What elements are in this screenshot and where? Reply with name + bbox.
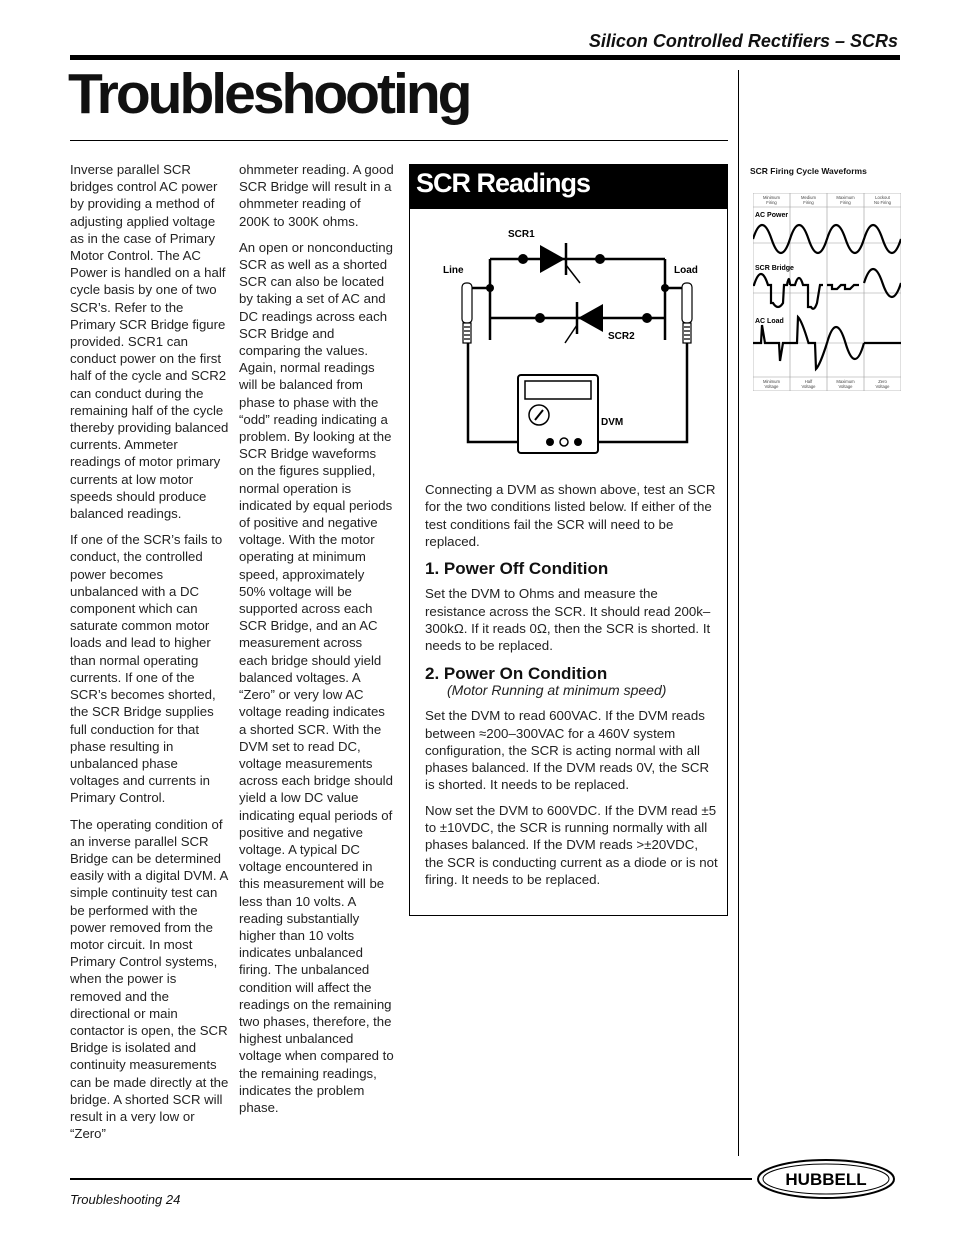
waveform-title: SCR Firing Cycle Waveforms <box>750 166 867 176</box>
scr1-label: SCR1 <box>508 229 535 240</box>
header-section-title: Silicon Controlled Rectifiers – SCRs <box>588 31 898 51</box>
waveform-top-label: Medium <box>801 195 816 200</box>
waveform-bottom-label: Maximum <box>836 379 855 384</box>
section-heading-power-on: 2. Power On Condition <box>425 663 608 683</box>
waveform-bottom-label: Half <box>804 379 813 384</box>
line-label: Line <box>443 265 464 276</box>
waveform-top-label: Firing <box>840 200 851 205</box>
section-subheading-power-on: (Motor Running at minimum speed) <box>447 681 667 698</box>
waveform-bottom-label: Zero <box>878 379 887 384</box>
body-column-1 <box>70 161 230 1151</box>
scr-readings-panel <box>409 164 728 916</box>
dvm-circuit-diagram <box>410 215 727 455</box>
section-heading-power-off: 1. Power Off Condition <box>425 559 609 579</box>
logo-text: HUBBELL <box>785 1170 867 1189</box>
load-probe <box>682 283 692 343</box>
column-divider <box>738 70 739 1156</box>
dvm-meter <box>518 375 598 453</box>
page-title: Troubleshooting <box>68 62 470 126</box>
scr-waveform-grid <box>753 193 901 391</box>
waveform-top-label: Firing <box>766 200 777 205</box>
section-text-power-on: Set the DVM to read 600VAC. If the DVM reads between ≈200–300VAC for a 460V system configuration, the SCR is acting normal with all phases balanced. If the DVM reads 0V, the SCR is shorted. It needs to be replaced. <box>425 708 710 793</box>
waveform-row-label: AC Power <box>755 212 789 219</box>
waveform-row-label: AC Load <box>755 318 784 325</box>
waveform-top-label: Lockout <box>875 195 890 200</box>
waveform-top-label: Minimum <box>763 195 780 200</box>
paragraph: An open or nonconducting SCR as well as a shorted SCR can also be located by taking a set of AC and DC readings across each SCR Bridge and comparing the values. Again, normal readings will be balanced from phase to phase with the “odd” reading indicating a problem. By looking at the SCR Bridge waveforms on the figures supplied, normal operation is indicated by equal periods of positive and negative voltage. With the motor operating at minimum speed, approximately 50% voltage will be supported across each SCR Bridge, and an AC measurement across each bridge should yield balanced voltages. A “Zero” or very low AC voltage reading indicates a shorted SCR. With the DVM set to read DC, voltage measurements across each bridge should yield a low DC value indicating equal periods of positive and negative voltage. A typical DC voltage encountered in this measurement will be less than 10 volts. A reading substantially higher than 10 volts indicates unbalanced firing. The unbalanced condition will affect the readings on the remaining two phases, therefore, the highest unbalanced voltage when compared to the remaining readings, indicates the problem phase. <box>239 239 394 1115</box>
paragraph: Inverse parallel SCR bridges control AC power by providing a method of adjusting applied voltage as in the case of Primary Motor Control. The AC Power is handled on a half cycle basis by one of two SCR’s. Refer to the Primary SCR Bridge figure provided. SCR1 can conduct power on the first half of the cycle and SCR2 can conduct during the remaining half of the cycle thereby providing balanced currents. Ammeter readings of motor primary currents at low motor speeds should produce balanced readings. <box>70 162 229 522</box>
top-rule <box>70 55 900 60</box>
paragraph: If one of the SCR’s fails to conduct, the controlled power becomes unbalanced with a DC component which can saturate common motor loads and lead to higher than normal operating currents. If one of the SCR’s becomes shorted, the SCR Bridge supplies full conduction for that phase resulting in unbalanced phase voltages and currents in Primary Control. <box>70 532 223 806</box>
scr1-symbol <box>540 243 580 283</box>
waveform-top-label: No Firing <box>874 200 891 205</box>
waveform-top-label: Maximum <box>836 195 855 200</box>
waveform-bottom-label: Voltage <box>764 384 779 389</box>
waveform-bottom-label: Voltage <box>801 384 816 389</box>
title-rule <box>70 140 728 141</box>
hubbell-logo <box>752 1158 900 1200</box>
line-probe <box>462 283 472 343</box>
body-column-2 <box>239 161 394 1125</box>
load-label: Load <box>674 265 698 276</box>
waveform-row-label: SCR Bridge <box>755 265 794 272</box>
panel-title: SCR Readings <box>410 165 727 209</box>
panel-intro: Connecting a DVM as shown above, test an SCR for the two conditions listed below. If either of the test conditions fail the SCR will need to be replaced. <box>425 482 716 549</box>
page-footer: Troubleshooting 24 <box>70 1192 181 1207</box>
dvm-label: DVM <box>601 417 624 428</box>
paragraph: The operating condition of an inverse parallel SCR Bridge can be determined easily with a digital DVM. A simple continuity test can be performed with the power removed from the motor circuit. In most Primary Control systems, when the power is removed and the directional or main contactor is open, the SCR Bridge is isolated and continuity measurements can be made directly at the bridge. A shorted SCR will result in a very low or “Zero” <box>70 816 229 1142</box>
waveform-bottom-label: Voltage <box>838 384 853 389</box>
waveform-bottom-label: Minimum <box>763 379 780 384</box>
waveform-top-label: Firing <box>803 200 814 205</box>
waveform-bottom-label: Voltage <box>875 384 890 389</box>
section-text-power-on: Now set the DVM to 600VDC. If the DVM read ±5 to ±10VDC, the SCR is running normally with all phases balanced. If the DVM reads >±20VDC, the SCR is conducting current as a diode or is not firing. It needs to be replaced. <box>425 802 718 887</box>
paragraph: ohmmeter reading. A good SCR Bridge will result in a ohmmeter reading of 200K to 300K ohms. <box>239 162 394 229</box>
panel-body <box>425 481 720 896</box>
section-text-power-off: Set the DVM to Ohms and measure the resistance across the SCR. It should read 200k–300kΩ. If it reads 0Ω, then the SCR is shorted. It needs to be replaced. <box>425 586 711 654</box>
scr2-symbol <box>565 302 603 343</box>
scr2-label: SCR2 <box>608 331 635 342</box>
